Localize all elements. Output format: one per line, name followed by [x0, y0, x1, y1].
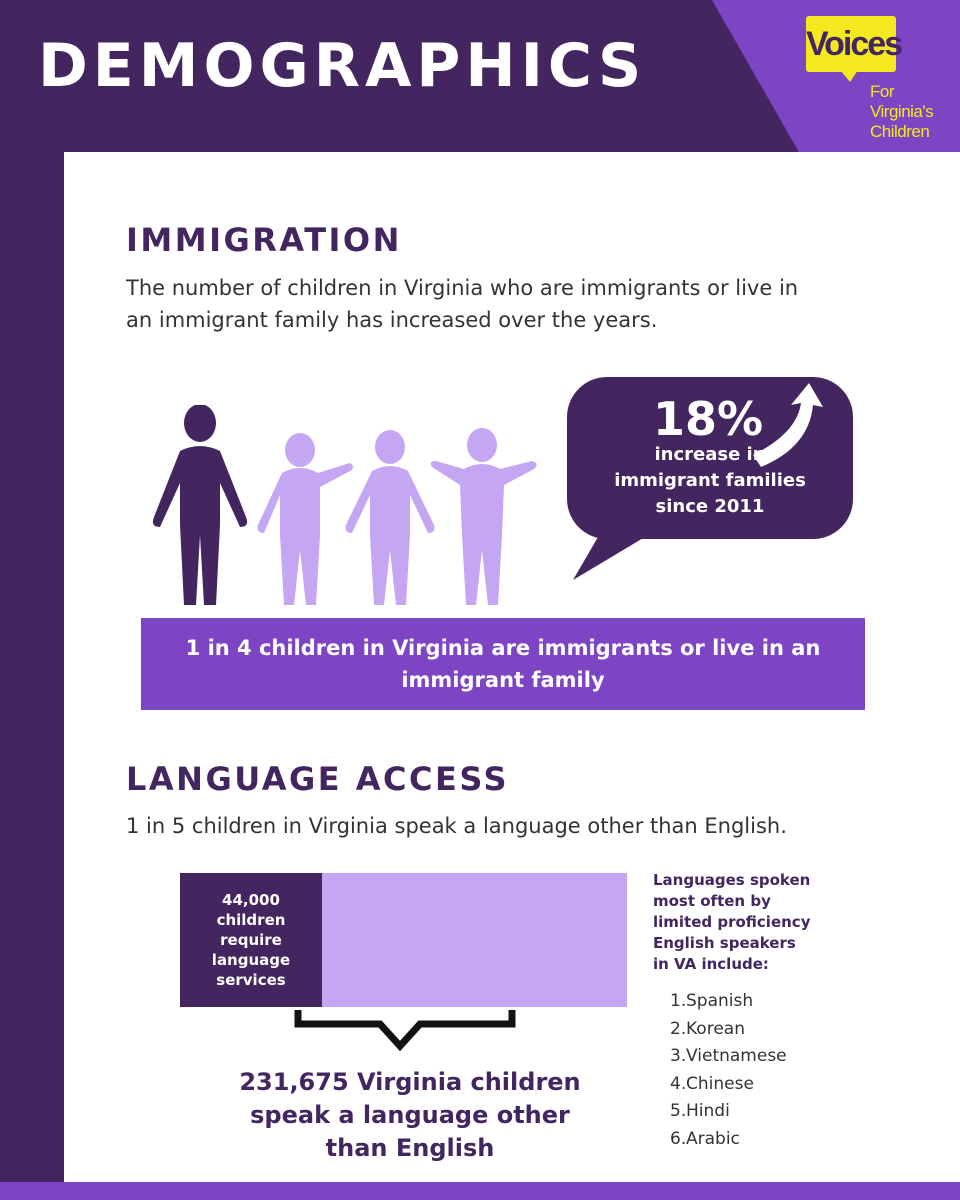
logo-subtitle-line1: For Virginia's [870, 82, 934, 121]
language-access-heading: LANGUAGE ACCESS [126, 760, 509, 798]
stat-description [580, 442, 840, 520]
list-item-language: Arabic [686, 1128, 740, 1149]
list-item [670, 1016, 787, 1044]
languages-heading-line4: English speakers [653, 934, 796, 952]
stat-line2: immigrant families [614, 470, 806, 491]
bar-caption-line1: 231,675 Virginia children [239, 1068, 581, 1096]
child-figure-1 [258, 433, 353, 605]
bracket-icon [290, 1008, 520, 1054]
languages-heading-line3: limited proficiency [653, 913, 811, 931]
list-item-language: Vietnamese [686, 1046, 787, 1066]
list-item-number: 5. [670, 1101, 687, 1121]
list-item-language: Chinese [686, 1073, 754, 1094]
list-item-number: 4. [670, 1073, 687, 1094]
list-item-language: Spanish [686, 991, 754, 1011]
language-access-description: 1 in 5 children in Virginia speak a language other than English. [126, 814, 787, 838]
bar-part-line3: require [220, 931, 282, 949]
banner-line2: immigrant family [401, 668, 605, 692]
list-item-language: Korean [686, 1018, 745, 1039]
list-item-number: 1. [670, 991, 687, 1011]
bar-caption-line3: than English [325, 1134, 495, 1162]
bar-part-line2: children [216, 911, 286, 929]
languages-heading-line5: in VA include: [653, 955, 769, 973]
languages-list [670, 988, 787, 1153]
list-item [670, 1098, 787, 1126]
footer-bar [0, 1182, 960, 1200]
banner-line1: 1 in 4 children in Virginia are immigrants or live in an [185, 636, 821, 660]
immigration-banner [141, 618, 865, 710]
page-title: DEMOGRAPHICS [38, 31, 647, 101]
languages-heading-line2: most often by [653, 892, 771, 910]
list-item [670, 988, 787, 1016]
stat-percent: 18% [653, 392, 764, 446]
language-services-bar [180, 873, 322, 1007]
bar-part-line5: services [216, 971, 286, 989]
bar-part-line1: 44,000 [222, 891, 280, 909]
child-figure-immigrant [153, 405, 247, 605]
immigration-description [126, 272, 798, 336]
languages-heading [653, 870, 883, 975]
list-item-language: Hindi [686, 1101, 730, 1121]
bar-caption-line2: speak a language other [250, 1101, 570, 1129]
immigration-heading: IMMIGRATION [126, 221, 402, 259]
stat-line1: increase in [654, 444, 766, 465]
list-item-number: 2. [670, 1018, 687, 1039]
logo-subtitle-line2: Children [870, 122, 930, 141]
child-figure-2 [346, 430, 435, 605]
logo-speech-tail [840, 70, 858, 82]
voices-logo: Voices [806, 16, 896, 72]
child-figure-3 [431, 428, 537, 605]
list-item [670, 1126, 787, 1154]
children-figures [150, 405, 550, 610]
stat-line3: since 2011 [655, 496, 765, 517]
immigration-description-line2: an immigrant family has increased over the years. [126, 308, 658, 332]
languages-heading-line1: Languages spoken [653, 871, 811, 889]
list-item-number: 3. [670, 1046, 687, 1066]
bar-part-line4: language [211, 951, 291, 969]
logo-subtitle [870, 82, 956, 142]
list-item [670, 1043, 787, 1071]
list-item-number: 6. [670, 1128, 687, 1149]
list-item [670, 1071, 787, 1099]
bar-caption [210, 1066, 610, 1165]
immigration-description-line1: The number of children in Virginia who are immigrants or live in [126, 276, 799, 300]
